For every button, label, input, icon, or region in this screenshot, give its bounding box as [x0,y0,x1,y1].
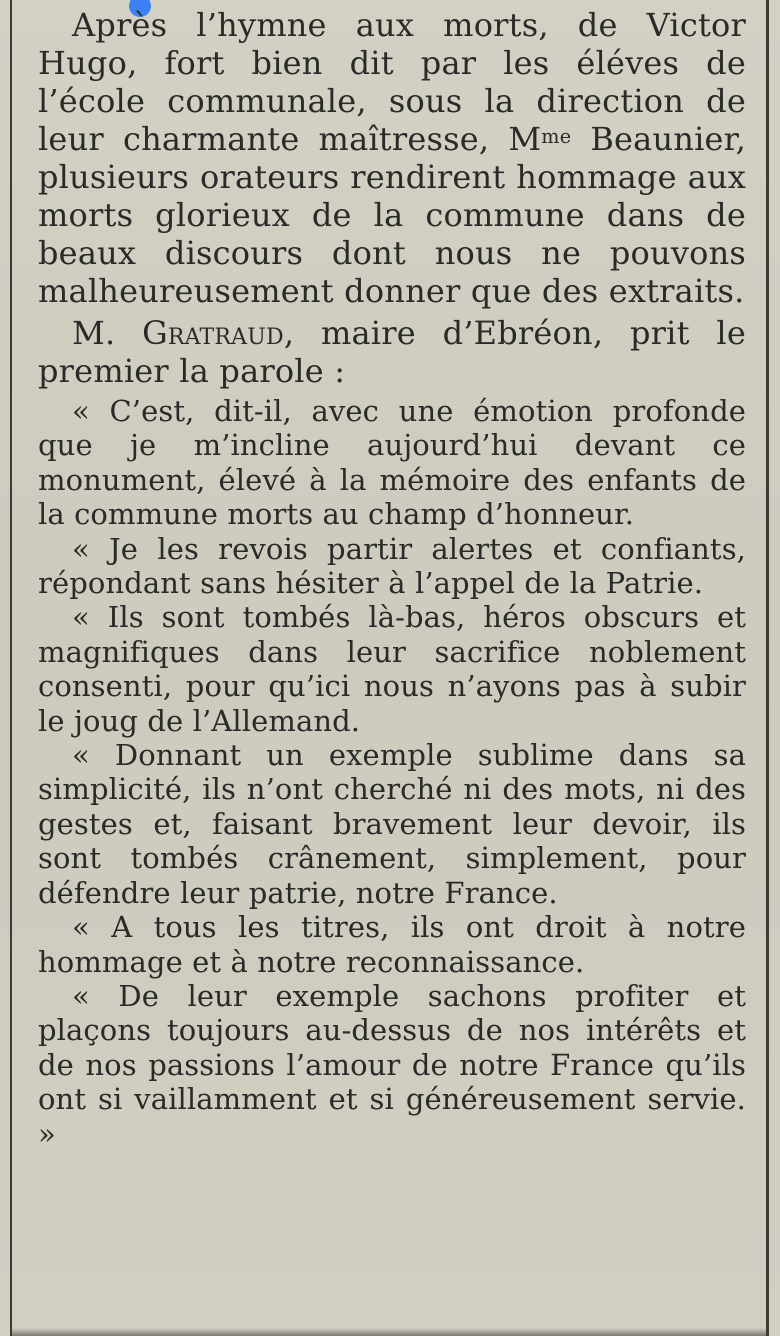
quote-paragraph: « A tous les titres, ils ont droit à notre hommage et à notre reconnaissance. [38,910,746,979]
speaker-name: Gratraud [142,314,284,352]
quote-paragraph: « De leur exemple sachons profiter et plaçons toujours au-dessus de nos intérêts et de nos passions l’amour de notre France qu’ils ont si vaillamment et si généreusement servie. » [38,978,746,1151]
quote-paragraph: « Ils sont tombés là-bas, héros obscurs et magnifiques dans leur sacrifice noblement consenti, pour qu’ici nous n’ayons pas à subir le joug de l’Allemand. [38,600,746,738]
quote-paragraph: « Je les revois partir alertes et confiants, répondant sans hésiter à l’appel de la Patrie. [38,531,746,601]
speaker-rest: , maire d’Ebréon, prit le premier la parole : [38,314,746,390]
intro-text-part2: Beaunier, plusieurs orateurs rendirent hommage aux morts glorieux de la commune dans de beaux discours dont nous ne pouvons malheureusement donner que des extraits. [38,120,746,310]
article-column [38,6,746,1151]
intro-paragraph [38,6,746,310]
quote-paragraph: « Donnant un exemple sublime dans sa simplicité, ils n’ont cherché ni des mots, ni des gestes et, faisant bravement leur devoir, ils sont tombés crânement, simplement, pour défendre leur patrie, notre France. [38,738,746,910]
intro-superscript: me [541,125,572,149]
speaker-paragraph [38,314,746,390]
column-rule-left [10,0,12,1336]
column-rule-right [766,0,769,1336]
next-line-cutoff [12,1328,766,1336]
quote-paragraph: « C’est, dit-il, avec une émotion profonde que je m’incline aujourd’hui devant ce monument, élevé à la mémoire des enfants de la commune morts au champ d’honneur. [38,394,746,532]
speaker-prefix: M. [72,314,143,352]
intro-text-part1: Après l’hymne aux morts, de Victor Hugo, fort bien dit par les éléves de l’école communale, sous la direction de leur charmante maîtresse, M [38,6,746,158]
